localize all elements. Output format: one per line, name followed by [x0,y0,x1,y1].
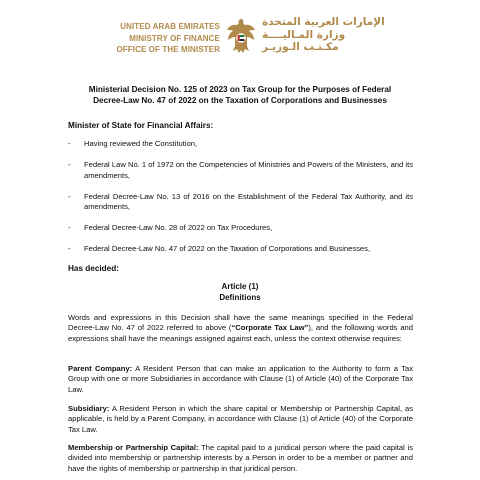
intro-paragraph: Words and expressions in this Decision shall have the same meanings specified in the Federal Decree-Law No. 47 of 2022 referred to above (“Corporate Tax Law”), and the following words and expressions shall have the meanings assigned against each, unless the context otherwise requires: [68,313,414,343]
definition-term: Membership or Partnership Capital: [68,443,199,452]
uae-falcon-emblem-icon [224,16,258,58]
title-line-1: Ministerial Decision No. 125 of 2023 on Tax Group for the Purposes of Federal [88,85,392,94]
letterhead-arabic-country: الإمارات العربية المتحدة [262,16,385,28]
document-title [40,84,440,106]
letterhead-country: UNITED ARAB EMIRATES [120,22,220,31]
article-number: Article (1) [221,282,259,291]
title-line-2: Decree-Law No. 47 of 2022 on the Taxation of Corporations and Businesses [93,96,387,105]
preamble-item: - Federal Decree-Law No. 13 of 2016 on the Establishment of the Federal Tax Authority, and its amendments, [68,191,413,211]
preamble-item: - Having reviewed the Constitution, [68,139,198,148]
preamble-item: - Federal Decree-Law No. 28 of 2022 on Tax Procedures, [68,223,273,232]
article-heading [40,282,440,303]
article-title: Definitions [219,292,261,302]
decided-heading: Has decided: [68,264,119,273]
preamble-item: - Federal Law No. 1 of 1972 on the Competencies of Ministries and Powers of the Ministers, and its amendments, [68,160,413,180]
letterhead-english [70,21,220,56]
letterhead-office: OFFICE OF THE MINISTER [116,45,220,54]
definition-membership-capital: Membership or Partnership Capital: The capital paid to a juridical person where the paid capital is divided into membership or partnership interests by a Person in order to be a member or partner and have the rights of membership or partnership in that juridical person. [68,443,414,473]
definition-subsidiary: Subsidiary: A Resident Person in which the share capital or Membership or Partnership Capital, as applicable, is held by a Parent Company, in accordance with Clause (1) of Article (40) of the Corporate Tax Law. [68,404,413,434]
letterhead-arabic-ministry: وزارة المـاليــــة [262,28,346,41]
definition-parent-company: Parent Company: A Resident Person that can make an application to the Authority to form a Tax Group with one or more Subsidiaries in accordance with Clause (1) of Article (40) of the Corporate Tax Law. [68,364,414,394]
intro-defined-term: “Corporate Tax Law” [231,323,309,333]
preamble-item: - Federal Decree-Law No. 47 of 2022 on the Taxation of Corporations and Businesses, [68,244,371,253]
definition-term: Subsidiary: [68,404,110,413]
letterhead-ministry: MINISTRY OF FINANCE [129,33,220,43]
minister-heading: Minister of State for Financial Affairs: [68,121,214,130]
letterhead-arabic [262,16,412,54]
definition-term: Parent Company: [68,364,133,373]
letterhead-arabic-office: مكـتـب الـوزيـر [262,41,339,53]
preamble-list [68,139,413,265]
